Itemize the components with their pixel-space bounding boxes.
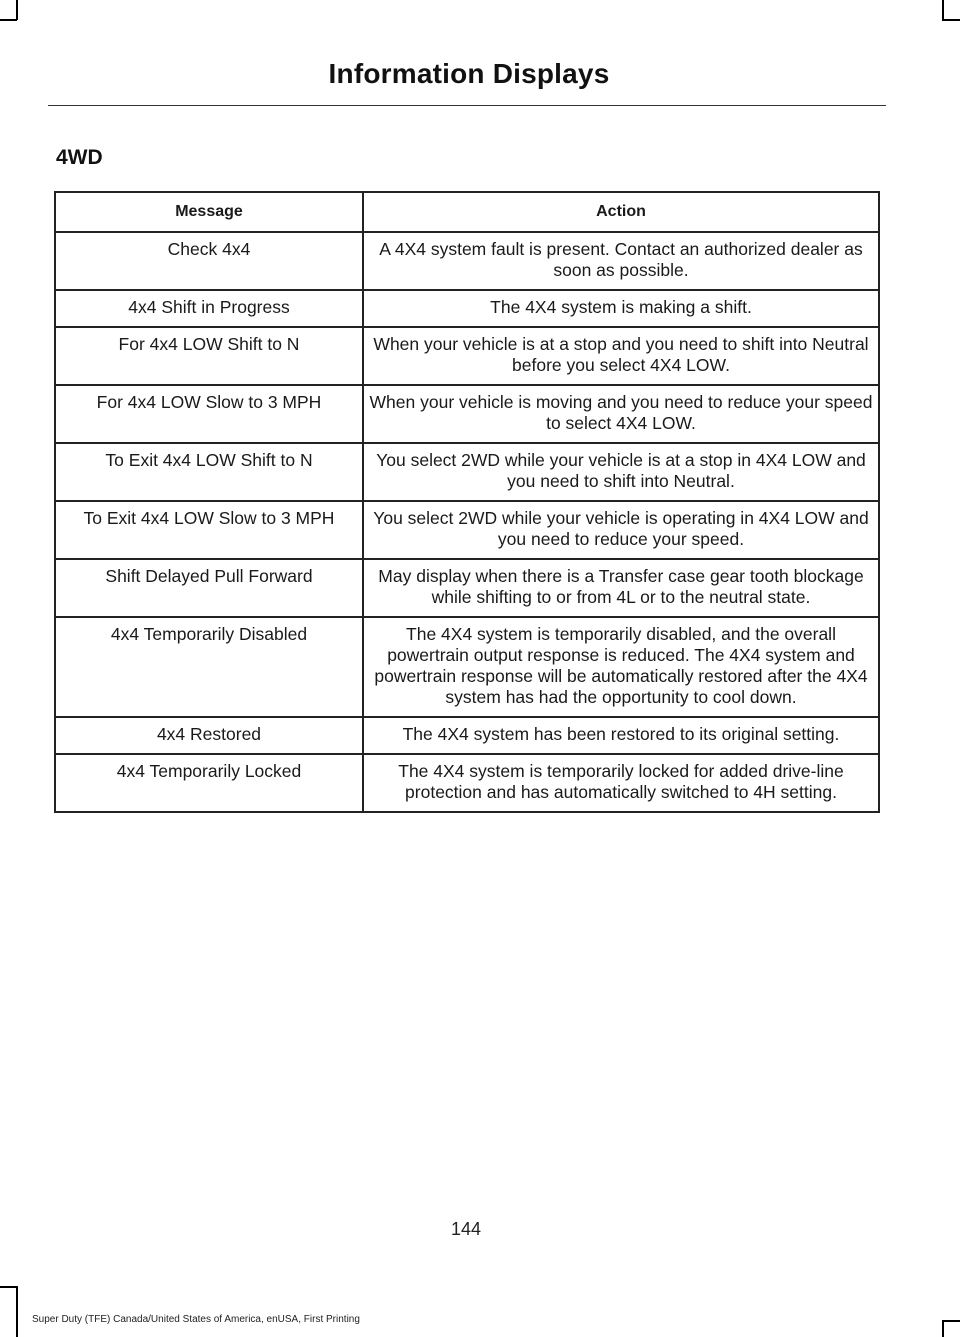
column-header-action: Action [363, 192, 879, 232]
messages-table [54, 191, 880, 813]
crop-mark-top-left-horizontal [0, 19, 17, 21]
message-cell: Check 4x4 [55, 232, 363, 290]
table-header-row [55, 192, 879, 232]
message-cell: 4x4 Temporarily Disabled [55, 617, 363, 717]
action-cell: When your vehicle is moving and you need to reduce your speed to select 4X4 LOW. [363, 385, 879, 443]
action-cell: You select 2WD while your vehicle is operating in 4X4 LOW and you need to reduce your speed. [363, 501, 879, 559]
table-row [55, 559, 879, 617]
table-row [55, 290, 879, 327]
column-header-message: Message [55, 192, 363, 232]
action-cell: You select 2WD while your vehicle is at a stop in 4X4 LOW and you need to shift into Neutral. [363, 443, 879, 501]
action-cell: A 4X4 system fault is present. Contact an authorized dealer as soon as possible. [363, 232, 879, 290]
action-cell: The 4X4 system is temporarily locked for added drive-line protection and has automatically switched to 4H setting. [363, 754, 879, 812]
table-row [55, 327, 879, 385]
message-cell: To Exit 4x4 LOW Slow to 3 MPH [55, 501, 363, 559]
message-cell: 4x4 Shift in Progress [55, 290, 363, 327]
message-cell: For 4x4 LOW Shift to N [55, 327, 363, 385]
crop-mark-top-left-vertical [16, 0, 18, 20]
table-row [55, 617, 879, 717]
table-row [55, 443, 879, 501]
message-cell: 4x4 Temporarily Locked [55, 754, 363, 812]
table-row [55, 385, 879, 443]
action-cell: The 4X4 system is making a shift. [363, 290, 879, 327]
message-cell: For 4x4 LOW Slow to 3 MPH [55, 385, 363, 443]
crop-mark-top-right-vertical [942, 0, 944, 20]
edition-footer: Super Duty (TFE) Canada/United States of America, enUSA, First Printing [32, 1314, 360, 1325]
crop-mark-bottom-right-vertical [942, 1320, 944, 1337]
table-row [55, 754, 879, 812]
action-cell: May display when there is a Transfer case gear tooth blockage while shifting to or from 4L or to the neutral state. [363, 559, 879, 617]
message-cell: 4x4 Restored [55, 717, 363, 754]
section-heading: 4WD [56, 146, 103, 169]
table-row [55, 501, 879, 559]
message-cell: To Exit 4x4 LOW Shift to N [55, 443, 363, 501]
table-row [55, 717, 879, 754]
crop-mark-bottom-left-vertical [16, 1286, 18, 1337]
table-row [55, 232, 879, 290]
header-divider [48, 105, 886, 106]
action-cell: The 4X4 system has been restored to its original setting. [363, 717, 879, 754]
page-title: Information Displays [328, 58, 610, 89]
crop-mark-bottom-left-horizontal [0, 1286, 17, 1288]
crop-mark-top-right-horizontal [942, 19, 960, 21]
crop-mark-bottom-right-horizontal [942, 1320, 960, 1322]
action-cell: When your vehicle is at a stop and you need to shift into Neutral before you select 4X4 LOW. [363, 327, 879, 385]
message-cell: Shift Delayed Pull Forward [55, 559, 363, 617]
page-number: 144 [450, 1219, 482, 1239]
action-cell: The 4X4 system is temporarily disabled, and the overall powertrain output response is reduced. The 4X4 system and powertrain response will be automatically restored after the 4X4 system has had the opportunity to cool down. [363, 617, 879, 717]
